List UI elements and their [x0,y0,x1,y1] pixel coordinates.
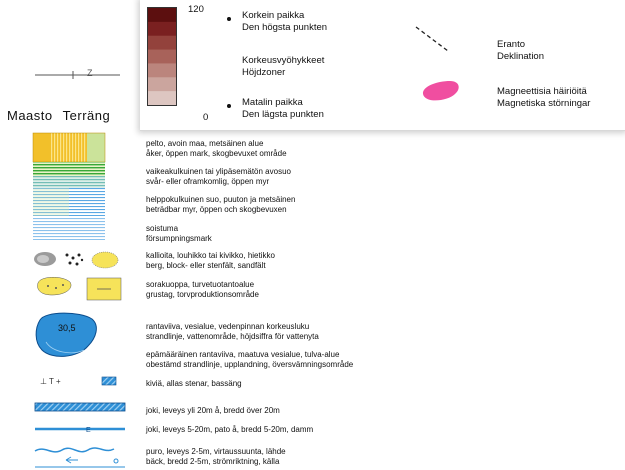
elevation-band [148,22,176,36]
medium-river-symbol [35,427,125,434]
magnetic-disturbance-icon [420,78,462,104]
legend-rocks-sv: berg, block- eller stenfält, sandfält [146,261,266,270]
zones-label-fi: Korkeusvyöhykkeet [242,55,325,66]
dam-mark: E [86,427,91,434]
heading-sv: Terräng [62,108,111,123]
elevation-band [148,63,176,77]
legend-field-fi: pelto, avoin maa, metsäinen alue [146,139,264,148]
pool-symbol [102,377,116,385]
field-symbol [33,133,105,162]
magnetic-label-sv: Magnetiska störningar [497,98,591,109]
legend-stream-sv: bäck, bredd 2-5m, strömriktning, källa [146,457,280,466]
elevation-band [148,50,176,64]
legend-wide-river: joki, leveys yli 20m å, bredd över 20m [146,406,280,415]
legend-open-bog-fi: vaikeakulkuinen tai ylipäsemätön avosuo [146,167,291,176]
declination-label-sv: Deklination [497,51,544,62]
rock-symbols [34,252,118,268]
legend-passable-bog-fi: helppokulkuinen suo, puuton ja metsäinen [146,195,296,204]
legend-lake-sv: strandlinje, vattenområde, höjdsiffra för vattenyta [146,332,319,341]
rock-marks: ⊥ T + [40,377,61,386]
swampy-symbol [33,218,105,240]
elevation-band [148,36,176,50]
legend-field-sv: åker, öppen mark, skogbevuxet område [146,149,287,158]
legend-rocks-fi: kallioita, louhikko tai kivikko, hietikko [146,251,275,260]
elevation-band [148,91,176,105]
elevation-scale [147,7,177,106]
low-point-label-sv: Den lägsta punkten [242,109,324,120]
declination-icon [412,24,452,54]
legend-stream-fi: puro, leveys 2-5m, virtaussuunta, lähde [146,447,286,456]
heading-fi: Maasto [7,108,53,123]
zones-label-sv: Höjdzoner [242,67,286,78]
stream-symbol [35,448,125,467]
low-point-label-fi: Matalin paikka [242,97,303,108]
magnetic-label-fi: Magneettisia häiriöitä [497,86,587,97]
high-point-label-sv: Den högsta punkten [242,22,328,33]
gravel-pit-symbols [38,277,121,300]
declination-label-fi: Eranto [497,39,525,50]
high-point-label-fi: Korkein paikka [242,10,305,21]
legend-swampy-sv: försumpningsmark [146,234,212,243]
terrain-heading [7,108,120,123]
north-symbol-label: Z [87,68,93,78]
elevation-band [148,8,176,22]
legend-medium-river: joki, leveys 5-20m, pato å, bredd 5-20m, damm [146,425,314,434]
scale-max: 120 [188,4,204,15]
low-point-dot [227,104,231,108]
elevation-legend-inset [140,0,625,131]
lake-symbol [36,313,96,356]
open-bog-wet [33,176,105,188]
north-symbol [35,68,120,80]
legend-stones: kiviä, allas stenar, bassäng [146,379,242,388]
scale-min: 0 [203,112,209,123]
legend-shoreline-sv: obestämd strandlinje, upplandning, översvämningsområde [146,360,354,369]
legend-swampy-fi: soistuma [146,224,179,233]
legend-open-bog-sv: svår- eller oframkomlig, öppen myr [146,177,270,186]
legend-gravel-sv: grustag, torvproduktionsområde [146,290,259,299]
lake-height-label: 30,5 [58,323,76,333]
high-point-dot [227,17,231,21]
elevation-band [148,77,176,91]
legend-lake-fi: rantaviiva, vesialue, vedenpinnan korkeusluku [146,322,310,331]
legend-gravel-fi: sorakuoppa, turvetuotantoalue [146,280,255,289]
legend-symbols [0,128,140,470]
wide-river-symbol [35,403,125,411]
legend-shoreline-fi: epämääräinen rantaviiva, maatuva vesialue, tulva-alue [146,350,340,359]
legend-passable-bog-sv: beträdbar myr, öppen och skogbevuxen [146,205,287,214]
